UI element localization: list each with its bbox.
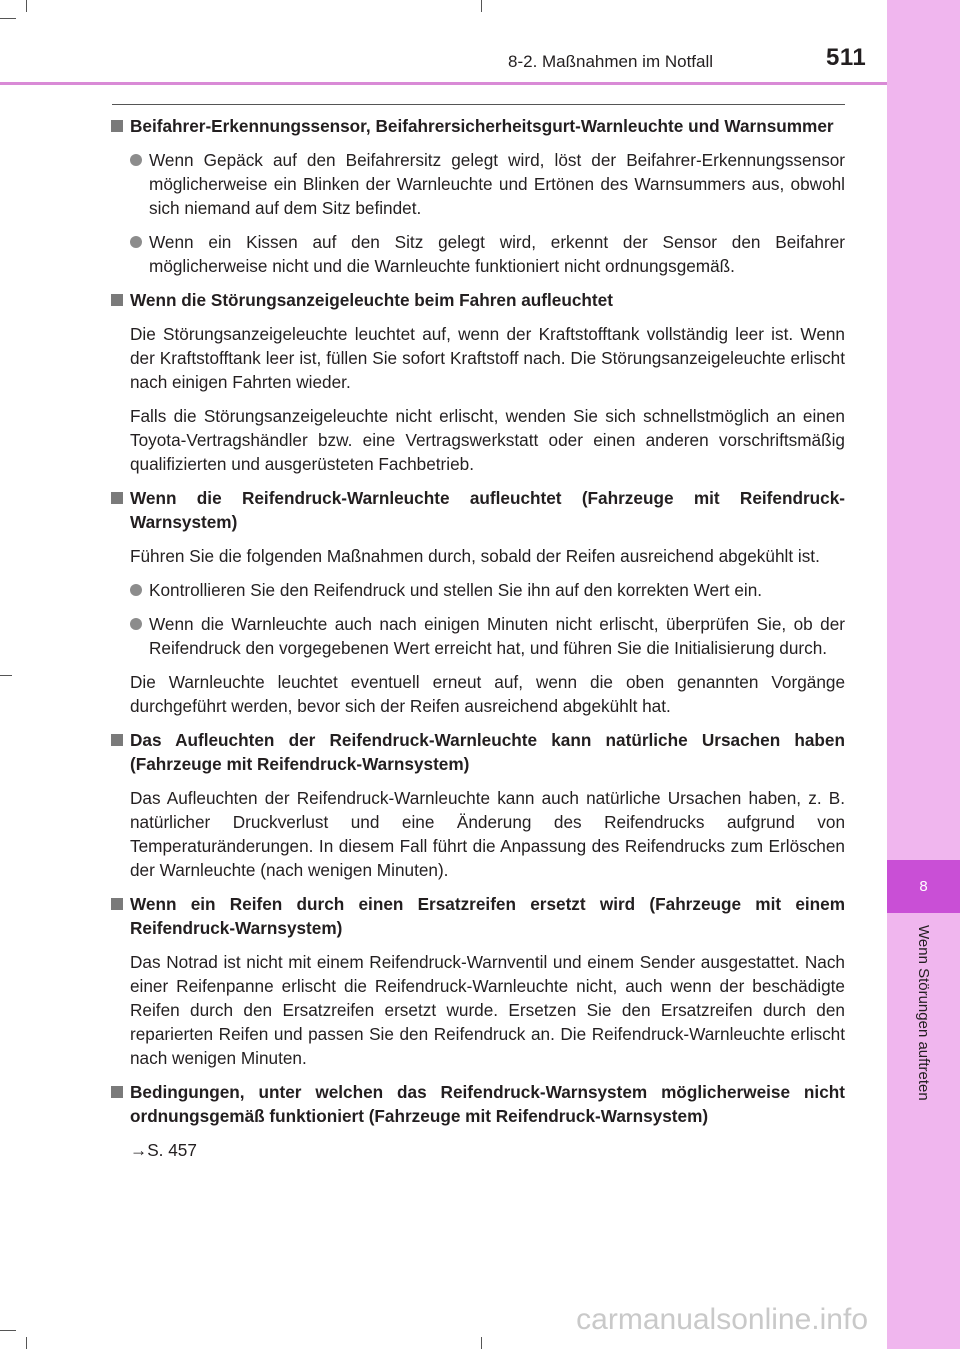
section-heading: Beifahrer-Erkennungssensor, Beifahrersicherheitsgurt-Warnleuchte und Warnsummer xyxy=(111,114,845,138)
round-bullet-icon xyxy=(130,584,142,596)
section-heading: Wenn ein Reifen durch einen Ersatzreifen ersetzt wird (Fahrzeuge mit einem Reifendruck-Warnsystem) xyxy=(111,892,845,940)
square-bullet-icon xyxy=(111,120,123,132)
square-bullet-icon xyxy=(111,294,123,306)
section-heading: Wenn die Reifendruck-Warnleuchte aufleuchtet (Fahrzeuge mit Reifendruck-Warnsystem) xyxy=(111,486,845,534)
section-heading: Das Aufleuchten der Reifendruck-Warnleuchte kann natürliche Ursachen haben (Fahrzeuge mit Reifendruck-Warnsystem) xyxy=(111,728,845,776)
paragraph: Falls die Störungsanzeigeleuchte nicht erlischt, wenden Sie sich schnellstmöglich an einen Toyota-Vertragshändler bzw. eine Vertragswerkstatt oder einen anderen vorschriftsmäßig qualifizierten und ausgerüsteten Fachbetrieb. xyxy=(130,406,845,474)
round-bullet-icon xyxy=(130,154,142,166)
list-item: Wenn Gepäck auf den Beifahrersitz gelegt wird, löst der Beifahrer-Erkennungssensor möglicherweise ein Blinken der Warnleuchte und Ertönen des Warnsummers aus, obwohl sich niemand auf dem Sitz befindet. xyxy=(130,148,845,220)
list-item: Wenn ein Kissen auf den Sitz gelegt wird, erkennt der Sensor den Beifahrer möglicherweise nicht und die Warnleuchte funktioniert nicht ordnungsgemäß. xyxy=(130,230,845,278)
round-bullet-icon xyxy=(130,236,142,248)
header-divider xyxy=(0,82,887,85)
paragraph: Die Störungsanzeigeleuchte leuchtet auf, wenn der Kraftstofftank vollständig leer ist. Wenn der Kraftstofftank leer ist, füllen Sie sofort Kraftstoff nach. Die Störungsanzeigeleuchte erlischt nach einigen Fahrten wieder. xyxy=(130,324,845,392)
crop-mark xyxy=(481,1337,482,1349)
page-number: 511 xyxy=(826,44,867,71)
crop-mark xyxy=(481,0,482,12)
list-item: Wenn die Warnleuchte auch nach einigen Minuten nicht erlischt, überprüfen Sie, ob der Reifendruck den vorgegebenen Wert erreicht hat, und führen Sie die Initialisierung durch. xyxy=(130,612,845,660)
crop-mark xyxy=(0,675,12,676)
paragraph: Die Warnleuchte leuchtet eventuell erneut auf, wenn die oben genannten Vorgänge durchgeführt werden, bevor sich der Reifen ausreichend abgekühlt hat. xyxy=(130,672,845,716)
square-bullet-icon xyxy=(111,898,123,910)
side-tab xyxy=(887,0,960,1349)
crop-mark xyxy=(26,1337,27,1349)
crop-mark xyxy=(26,0,27,12)
header-section-title: 8-2. Maßnahmen im Notfall xyxy=(508,52,714,71)
square-bullet-icon xyxy=(111,1086,123,1098)
crop-mark xyxy=(0,1330,16,1331)
page-content xyxy=(111,114,845,1172)
paragraph: Das Aufleuchten der Reifendruck-Warnleuchte kann auch natürliche Ursachen haben, z. B. natürlicher Druckverlust und eine Änderung des Reifendrucks aufgrund von Temperaturänderungen. In diesem Fall führt die Anpassung des Reifendrucks zum Erlöschen der Warnleuchte (nach wenigen Minuten). xyxy=(130,788,845,880)
watermark: carmanualsonline.info xyxy=(576,1303,868,1336)
list-item: Kontrollieren Sie den Reifendruck und stellen Sie ihn auf den korrekten Wert ein. xyxy=(130,578,845,602)
side-tab-label: Wenn Störungen auftreten xyxy=(915,925,932,1101)
square-bullet-icon xyxy=(111,734,123,746)
paragraph: Das Notrad ist nicht mit einem Reifendruck-Warnventil und einem Sender ausgestattet. Nach einer Reifenpanne erlischt die Reifendruck-Warnleuchte nicht, auch wenn der beschädigte Reifen durch den Ersatzreifen ersetzt wurde. Ersetzen Sie den Ersatzreifen durch den reparierten Reifen und passen Sie den Reifendruck an. Die Reifendruck-Warnleuchte erlischt nach wenigen Minuten. xyxy=(130,952,845,1068)
page-reference-link[interactable]: →S. 457 xyxy=(130,1140,197,1160)
content-rule xyxy=(112,104,845,105)
paragraph: Führen Sie die folgenden Maßnahmen durch, sobald der Reifen ausreichend abgekühlt ist. xyxy=(130,546,820,566)
round-bullet-icon xyxy=(130,618,142,630)
section-heading: Wenn die Störungsanzeigeleuchte beim Fahren aufleuchtet xyxy=(111,288,845,312)
section-heading: Bedingungen, unter welchen das Reifendruck-Warnsystem möglicherweise nicht ordnungsgemäß funktioniert (Fahrzeuge mit Reifendruck-Warnsystem) xyxy=(111,1080,845,1128)
side-tab-number: 8 xyxy=(919,878,928,895)
crop-mark xyxy=(0,18,16,19)
square-bullet-icon xyxy=(111,492,123,504)
